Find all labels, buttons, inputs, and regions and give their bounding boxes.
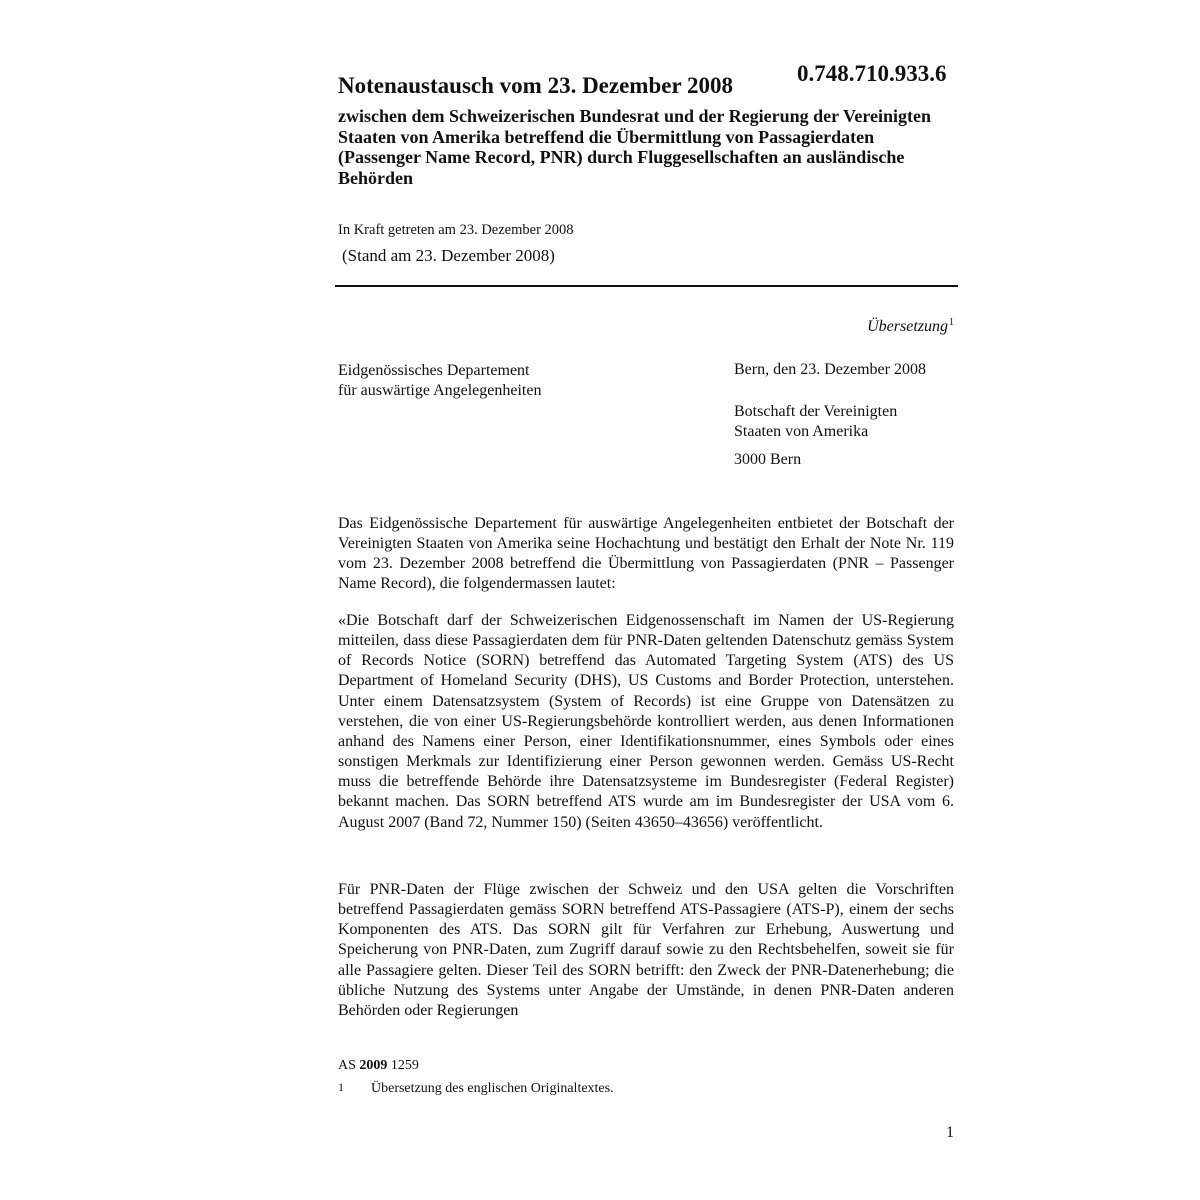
body-paragraph-3: Für PNR-Daten der Flüge zwischen der Schweiz und den USA gelten die Vorschriften betreffend Passagierdaten gemäss SORN betreffend ATS-Passagiere (ATS-P), einem der sechs Komponenten des ATS. Das SORN gilt für Verfahren zur Erhebung, Auswertung und Speicherung von PNR-Daten, zum Zugriff darauf sowie zu den Rechtsbehelfen, soweit sie für alle Passagiere gelten. Dieser Teil des SORN betrifft: den Zweck der PNR-Datenerhebung; die übliche Nutzung des Systems unter Angabe der Umstände, in denen PNR-Daten anderen Behörden oder Regierungen — [338, 881, 954, 1019]
sr-number: 0.748.710.933.6 — [797, 61, 947, 86]
footnote-text: Übersetzung des englischen Originaltextes. — [371, 1081, 614, 1096]
as-year: 2009 — [359, 1058, 388, 1073]
translation-label-text: Übersetzung — [867, 318, 948, 335]
sender-line-2: für auswärtige Angelegenheiten — [338, 382, 542, 399]
recipient-city: 3000 Bern — [734, 451, 802, 468]
recipient-block — [734, 402, 897, 442]
in-force-date: In Kraft getreten am 23. Dezember 2008 — [338, 222, 574, 238]
sender-block — [338, 361, 541, 401]
status-date: (Stand am 23. Dezember 2008) — [342, 246, 555, 265]
as-page: 1259 — [390, 1058, 419, 1073]
sender-line-1: Eidgenössisches Departement — [338, 362, 530, 379]
footnote-ref-1[interactable]: 1 — [949, 317, 954, 328]
recipient-line-1: Botschaft der Vereinigten — [734, 403, 898, 420]
page-number: 1 — [946, 1124, 954, 1141]
body-paragraph-1: Das Eidgenössische Departement für auswärtige Angelegenheiten entbietet der Botschaft der Vereinigten Staaten von Amerika seine Hochachtung und bestätigt den Erhalt der Note Nr. 119 vom 23. Dezember 2008 betreffend die Übermittlung von Passagierdaten (PNR – Passenger Name Record), die folgendermassen lautet: — [338, 515, 954, 593]
official-collection-reference — [338, 1058, 419, 1074]
recipient-line-2: Staaten von Amerika — [734, 423, 869, 440]
footnote-number: 1 — [338, 1080, 344, 1094]
document-subtitle: zwischen dem Schweizerischen Bundesrat und der Regierung der Vereinigten Staaten von Amerika betreffend die Übermittlung von Passagierdaten (Passenger Name Record, PNR) durch Fluggesellschaften an ausländische Behörden — [338, 106, 931, 189]
translation-label — [780, 317, 954, 336]
place-date: Bern, den 23. Dezember 2008 — [734, 361, 926, 378]
header-divider — [335, 285, 958, 287]
document-title: Notenaustausch vom 23. Dezember 2008 — [338, 73, 734, 98]
body-paragraph-2: «Die Botschaft darf der Schweizerischen Eidgenossenschaft im Namen der US-Regierung mitteilen, dass diese Passagierdaten dem für PNR-Daten geltenden Datenschutz gemäss System of Records Notice (SORN) betreffend das Automated Targeting System (ATS) des US Department of Homeland Security (DHS), US Customs and Border Protection, unterstehen. Unter einem Datensatzsystem (System of Records) ist eine Gruppe von Datensätzen zu verstehen, die von einer US-Regierungsbehörde kontrolliert werden, aus denen Informationen anhand des Namens einer Person, einer Identifikationsnummer, eines Symbols oder eines sonstigen Merkmals zur Identifizierung einer Person gewonnen werden. Gemäss US-Recht muss die betreffende Behörde ihre Datensatzsysteme im Bundesregister (Federal Register) bekannt machen. Das SORN betreffend ATS wurde am im Bundesregister der USA vom 6. August 2007 (Band 72, Nummer 150) (Seiten 43650–43656) veröffentlicht. — [338, 612, 954, 831]
as-prefix: AS — [338, 1058, 356, 1073]
